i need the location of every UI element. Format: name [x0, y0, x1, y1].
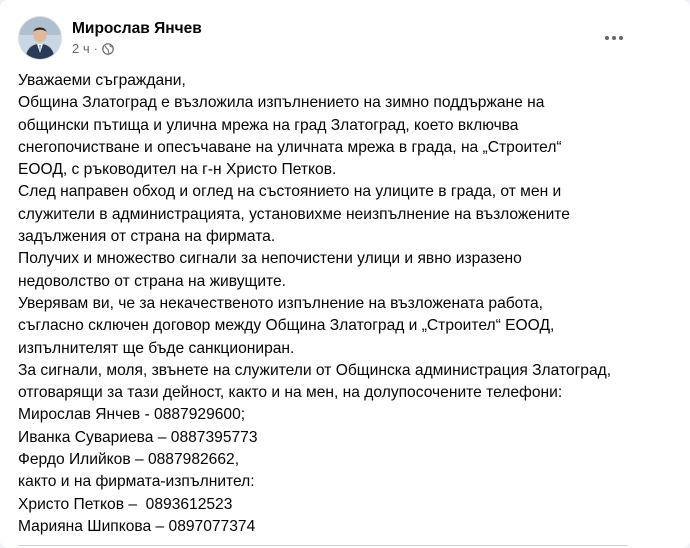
post-header	[18, 14, 202, 62]
more-horizontal-icon	[605, 36, 609, 40]
post-line: отговарящи за тази дейност, както и на мен, на долупосочените телефони:	[18, 384, 563, 402]
separator-dot: ·	[93, 41, 98, 56]
post-line: Уверявам ви, че за некачественото изпълнение на възложената работа,	[18, 294, 543, 312]
post-timestamp[interactable]: 2 ч	[72, 41, 90, 56]
post-line: общински пътища и улична мрежа на град Златоград, което включва	[18, 116, 519, 134]
post-time-row	[72, 41, 202, 57]
post-text	[18, 70, 658, 538]
post-line: както и на фирмата-изпълнител:	[18, 473, 255, 491]
post-line: снегопочистване и опесъчаване на уличната мрежа в града, на „Строител“	[18, 138, 562, 156]
post-line: изпълнителят ще бъде санкциониран.	[18, 339, 295, 357]
post-divider	[18, 545, 628, 546]
post-line: задължения от страна на фирмата.	[18, 228, 276, 246]
post-line: ЕООД, с ръководител на г-н Христо Петков.	[18, 161, 337, 179]
post-line: Фердо Илийков – 0887982662,	[18, 451, 240, 469]
more-options-button[interactable]	[596, 20, 632, 56]
post-line: Иванка Сувариева – 0887395773	[18, 428, 258, 446]
post-line: След направен обход и оглед на състоянието на улиците в града, от мен и	[18, 183, 562, 201]
post-line: Получих и множество сигнали за непочистени улици и явно изразено	[18, 250, 522, 268]
post-meta	[72, 19, 202, 57]
post-line: За сигнали, моля, звънете на служители от Общинска администрация Златоград,	[18, 361, 612, 379]
post-line: служители в администрацията, установихме неизпълнение на възложените	[18, 205, 570, 223]
post-line: Община Златоград е възложила изпълнението на зимно поддържане на	[18, 94, 545, 112]
post-line: недоволство от страна на живущите.	[18, 272, 287, 290]
avatar-image	[19, 17, 61, 59]
author-name[interactable]: Мирослав Янчев	[72, 20, 202, 37]
post-line: Христо Петков – 0893612523	[18, 495, 233, 513]
globe-icon[interactable]	[102, 43, 114, 55]
post-line: съгласно сключен договор между Община Златоград и „Строител“ ЕООД,	[18, 317, 555, 335]
avatar[interactable]	[18, 16, 62, 60]
post-line: Уважаеми съграждани,	[18, 72, 186, 89]
post-line: Мирослав Янчев - 0887929600;	[18, 406, 246, 424]
more-horizontal-icon	[612, 36, 616, 40]
post-line: Марияна Шипкова – 0897077374	[18, 517, 256, 535]
more-horizontal-icon	[619, 36, 623, 40]
